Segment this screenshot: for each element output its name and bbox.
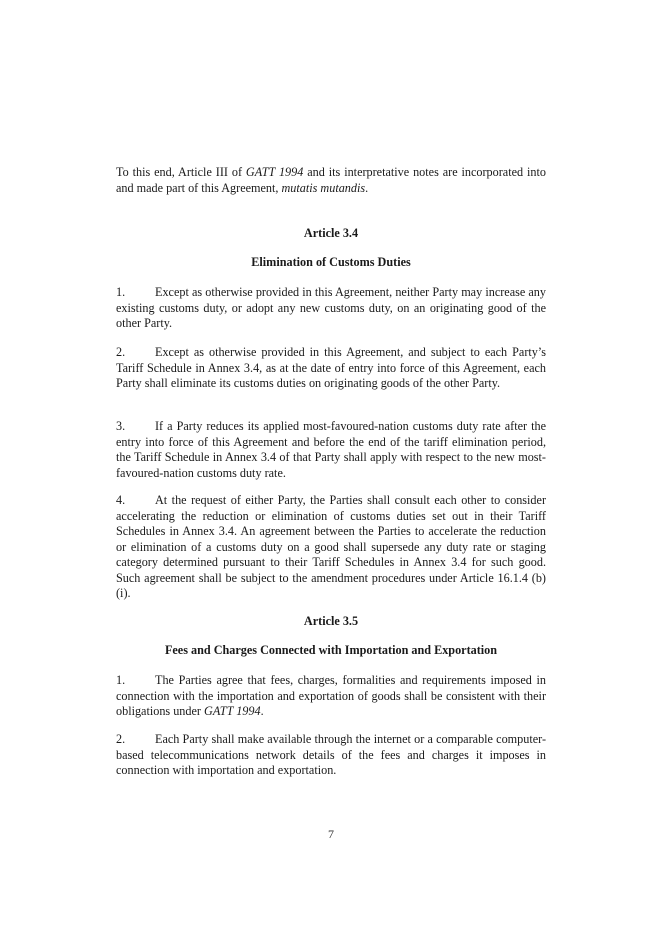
paragraph-text: Except as otherwise provided in this Agreement, neither Party may increase any existing customs duty, or adopt any new customs duty, on an originating good of the other Party. xyxy=(116,285,546,330)
paragraph-number: 4. xyxy=(116,493,126,507)
page-number: 7 xyxy=(328,827,334,841)
paragraph-text: If a Party reduces its applied most-favoured-nation customs duty rate after the entry into force of this Agreement and before the end of the tariff elimination period, the Tariff Schedule in Annex 3.4 of that Party shall apply with respect to the new most-favoured-nation customs duty rate. xyxy=(116,419,546,480)
paragraph-number: 1. xyxy=(116,285,126,299)
intro-gatt-italic: GATT 1994 xyxy=(245,165,304,179)
paragraph-text: Except as otherwise provided in this Agreement, and subject to each Party’s Tariff Schedule in Annex 3.4, as at the date of entry into force of this Agreement, each Party shall eliminate its customs duties on originating goods of the other Party. xyxy=(116,345,546,390)
article-3-5-heading: Article 3.5 xyxy=(303,614,359,628)
paragraph-number: 2. xyxy=(116,345,126,359)
paragraph-text: The Parties agree that fees, charges, formalities and requirements imposed in connection with the importation and exportation of goods shall be consistent with their obligations under xyxy=(116,673,546,718)
gatt-italic: GATT 1994 xyxy=(204,704,261,718)
article-3-4-heading: Article 3.4 xyxy=(303,226,359,240)
article-3-5-paragraph-1 xyxy=(116,673,546,720)
paragraph-text: Each Party shall make available through the internet or a comparable computer-based telecommunications network details of the fees and charges it imposes in connection with importation and exportation. xyxy=(116,732,546,777)
intro-text-3: . xyxy=(365,180,369,195)
paragraph-text-end: . xyxy=(260,704,264,718)
paragraph-number: 1. xyxy=(116,673,126,687)
article-3-4-paragraph-4 xyxy=(116,493,546,602)
article-3-4-title: Elimination of Customs Duties xyxy=(251,255,411,269)
article-3-5-title: Fees and Charges Connected with Importation and Exportation xyxy=(164,643,498,657)
article-3-4-paragraph-1 xyxy=(116,285,546,332)
paragraph-text: At the request of either Party, the Parties shall consult each other to consider accelerating the reduction or elimination of customs duties set out in their Tariff Schedules in Annex 3.4. An agreement between the Parties to accelerate the reduction or elimination of a customs duty on a good shall supersede any duty rate or staging category determined pursuant to their Tariff Schedules in Annex 3.4 for such good. Such agreement shall be subject to the amendment procedures under Article 16.1.4 (b) (i). xyxy=(116,493,546,600)
article-3-4-paragraph-2 xyxy=(116,345,546,392)
article-3-5-paragraph-2 xyxy=(116,732,546,779)
intro-paragraph xyxy=(116,165,546,196)
intro-mutatis-italic: mutatis mutandis xyxy=(281,180,366,195)
paragraph-number: 2. xyxy=(116,732,126,746)
intro-text-2: and its interpretative notes are incorporated into and made part of this Agreement, xyxy=(116,165,546,195)
intro-text-1: To this end, Article III of xyxy=(116,165,246,179)
paragraph-number: 3. xyxy=(116,419,126,433)
article-3-4-paragraph-3 xyxy=(116,419,546,481)
